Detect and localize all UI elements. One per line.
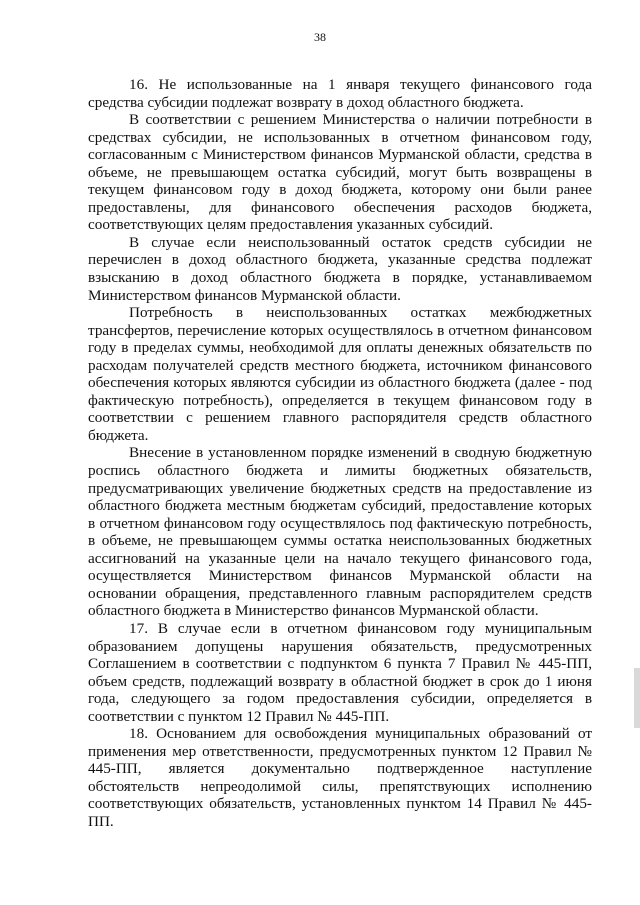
paragraph-17: 17. В случае если в отчетном финансовом году муниципальным образованием допущены нарушения обязательств, предусмотренных Соглашением в соответствии с подпунктом 6 пункта 7 Правил № 445-ПП, объем средств, подлежащий возврату в областной бюджет в срок до 1 июня года, следующего за годом предоставления субсидии, определяется в соответствии с пунктом 12 Правил № 445-ПП.: [88, 619, 592, 725]
paragraph-actual-need: Потребность в неиспользованных остатках межбюджетных трансфертов, перечисление которых осуществлялось в отчетном финансовом году в пределах суммы, необходимой для оплаты денежных обязательств по расходам получателей средств местного бюджета, источником финансового обеспечения которых являются субсидии из областного бюджета (далее - под фактическую потребность), определяется в текущем финансовом году в соответствии с решением главного распорядителя средств областного бюджета.: [88, 304, 592, 444]
paragraph-recovery: В случае если неиспользованный остаток средств субсидии не перечислен в доход областного бюджета, указанные средства подлежат взысканию в доход областного бюджета в порядке, устанавливаемом Министерством финансов Мурманской области.: [88, 233, 592, 304]
document-body: [88, 76, 592, 831]
page-number: 38: [314, 30, 326, 44]
paragraph-budget-changes: Внесение в установленном порядке изменений в сводную бюджетную роспись областного бюджета и лимиты бюджетных обязательств, предусматривающих увеличение бюджетных средств на предоставление из областного бюджета местным бюджетам субсидий, предоставление которых в отчетном финансовом году осуществлялось под фактическую потребность, в объеме, не превышающем суммы остатка неиспользованных бюджетных ассигнований на указанные цели на начало текущего финансового года, осуществляется Министерством финансов Мурманской области на основании обращения, представленного главным распорядителем средств областного бюджета в Министерство финансов Мурманской области.: [88, 444, 592, 620]
paragraph-18: 18. Основанием для освобождения муниципальных образований от применения мер ответственности, предусмотренных пунктом 12 Правил № 445-ПП, является документально подтвержденное наступление обстоятельств непреодолимой силы, препятствующих исполнению соответствующих обязательств, установленных пунктом 14 Правил № 445-ПП.: [88, 725, 592, 830]
scan-edge-mark: [634, 668, 640, 728]
paragraph-return-decision: В соответствии с решением Министерства о наличии потребности в средствах субсидии, не использованных в отчетном финансовом году, согласованным с Министерством финансов Мурманской области, средства в объеме, не превышающем остатка субсидий, могут быть возвращены в текущем финансовом году в доход бюджета, которому они были ранее предоставлены, для финансового обеспечения расходов бюджета, соответствующих целям предоставления указанных субсидий.: [88, 111, 592, 234]
paragraph-16: 16. Не использованные на 1 января текущего финансового года средства субсидии подлежат возврату в доход областного бюджета.: [88, 76, 592, 111]
